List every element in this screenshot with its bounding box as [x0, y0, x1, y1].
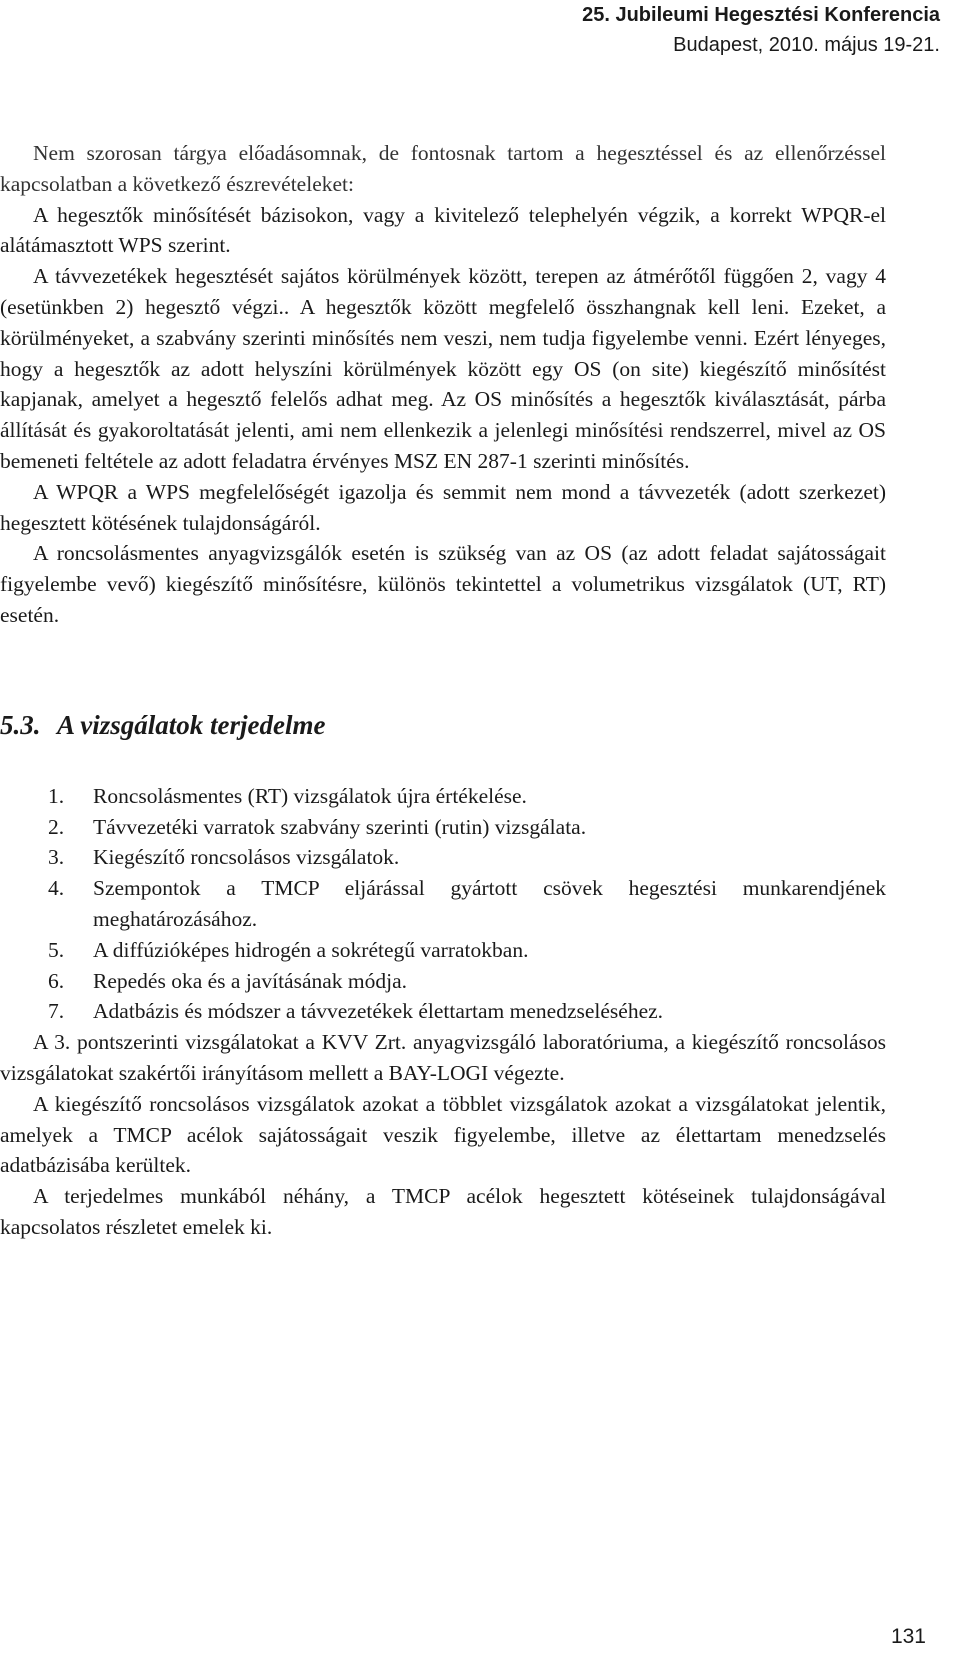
page-header: [582, 0, 940, 60]
list-item-number: 2.: [48, 814, 65, 839]
list-item-text: Kiegészítő roncsolásos vizsgálatok.: [93, 845, 400, 870]
paragraph: A távvezetékek hegesztését sajátos körülmények között, terepen az átmérőtől függően 2, vagy 4 (esetünkben 2) hegesztő végzi.. A hegesztők között megfelelő összhangnak kell leni. Ezeket, a körülményeket, a szabvány szerinti minősítés nem veszi, nem tudja figyelembe venni. Ezért lényeges, hogy a hegesztők az adott helyszíni körülmények között egy OS (on site) kiegészítő minősítést kapjanak, amelyet a hegesztő felelős adhat meg. Az OS minősítés a hegesztők kiválasztását, párba állítását és gyakoroltatását jelenti, ami nem ellenkezik a jelenlegi minősítési rendszerrel, mivel az OS bemeneti feltétele az adott feladatra érvényes MSZ EN 287-1 szerinti minősítés.: [0, 264, 886, 473]
list-item: [0, 812, 886, 843]
paragraph: A hegesztők minősítését bázisokon, vagy a kivitelező telephelyén végzik, a korrekt WPQR-el alátámasztott WPS szerint.: [0, 202, 886, 258]
list-item-text: Szempontok a TMCP eljárással gyártott csövek hegesztési munkarendjének meghatározásához.: [93, 876, 886, 931]
document-body: [0, 138, 886, 1243]
paragraph: A terjedelmes munkából néhány, a TMCP acélok hegesztett kötéseinek tulajdonságával kapcsolatos részletet emelek ki.: [0, 1184, 886, 1239]
list-item: [0, 996, 886, 1027]
numbered-list: [0, 781, 886, 1027]
list-item: [0, 873, 886, 935]
list-item-number: 1.: [48, 783, 65, 808]
list-item-number: 6.: [48, 968, 65, 993]
list-item-number: 7.: [48, 999, 65, 1024]
section-number: 5.3.: [0, 709, 41, 740]
paragraph: A 3. pontszerinti vizsgálatokat a KVV Zrt. anyagvizsgáló laboratóriuma, a kiegészítő roncsolásos vizsgálatokat szakértői irányításom mellett a BAY-LOGI végezte.: [0, 1030, 886, 1085]
conference-place-date: Budapest, 2010. május 19-21.: [673, 34, 940, 56]
list-item-text: A diffúzióképes hidrogén a sokrétegű varratokban.: [93, 937, 529, 962]
list-item-number: 5.: [48, 937, 65, 962]
paragraph: A kiegészítő roncsolásos vizsgálatok azokat a többlet vizsgálatok azokat a vizsgálatokat jelentik, amelyek a TMCP acélok sajátosságait veszik figyelembe, illetve az élettartam menedzselés adatbázisába kerültek.: [0, 1091, 886, 1178]
conference-title: 25. Jubileumi Hegesztési Konferencia: [582, 4, 940, 26]
paragraph: A roncsolásmentes anyagvizsgálók esetén is szükség van az OS (az adott feladat sajátosságait figyelembe vevő) kiegészítő minősítésre, különös tekintettel a volumetrikus vizsgálatok (UT, RT) esetén.: [0, 541, 886, 627]
list-item-text: Távvezetéki varratok szabvány szerinti (rutin) vizsgálata.: [93, 814, 587, 839]
list-item: [0, 842, 886, 873]
list-item-text: Roncsolásmentes (RT) vizsgálatok újra értékelése.: [93, 783, 527, 808]
list-item: [0, 966, 886, 997]
page-number: 131: [890, 1625, 926, 1648]
list-item-text: Adatbázis és módszer a távvezetékek élettartam menedzseléséhez.: [93, 999, 664, 1024]
list-item: [0, 781, 886, 812]
list-item: [0, 935, 886, 966]
paragraph: Nem szorosan tárgya előadásomnak, de fontosnak tartom a hegesztéssel és az ellenőrzéssel kapcsolatban a következő észrevételeket:: [0, 141, 886, 196]
list-item-number: 3.: [48, 845, 65, 870]
section-title: A vizsgálatok terjedelme: [57, 709, 326, 740]
list-item-number: 4.: [48, 876, 65, 901]
section-heading: [0, 709, 886, 741]
list-item-text: Repedés oka és a javításának módja.: [93, 968, 408, 993]
paragraph: A WPQR a WPS megfelelőségét igazolja és semmit nem mond a távvezeték (adott szerkezet) hegesztett kötésének tulajdonságáról.: [0, 479, 886, 535]
